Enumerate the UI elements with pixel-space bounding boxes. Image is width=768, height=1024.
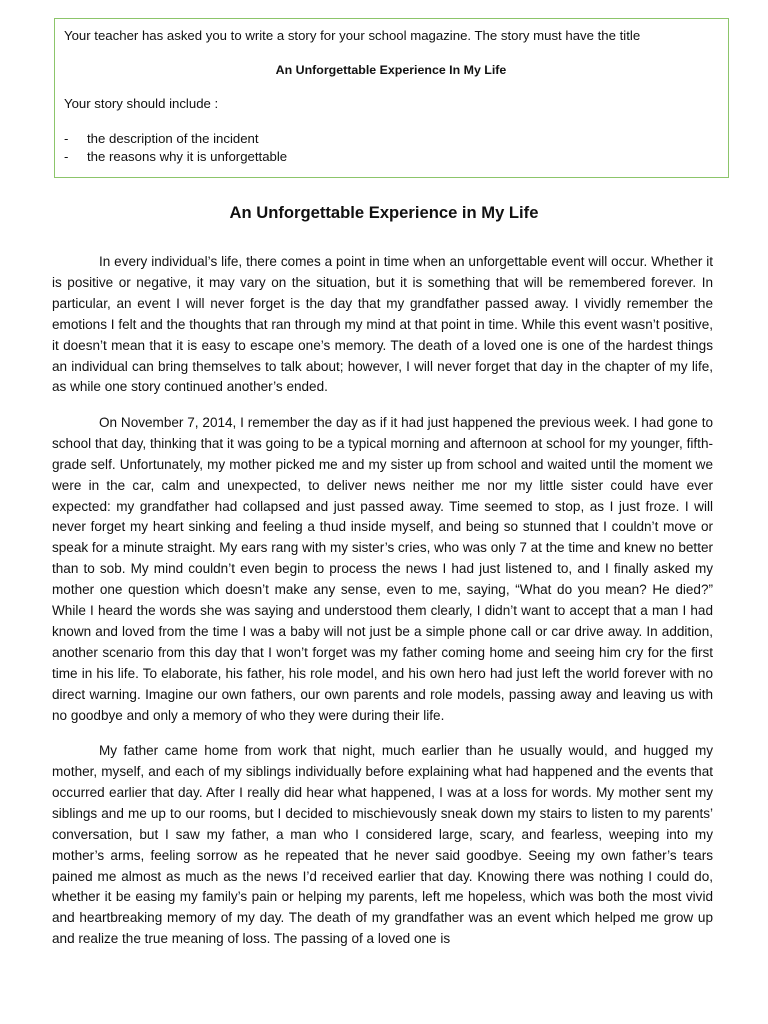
list-item bbox=[64, 130, 718, 148]
assignment-intro: Your teacher has asked you to write a story for your school magazine. The story must have the title bbox=[64, 28, 641, 43]
assignment-prompt-box bbox=[54, 18, 729, 178]
essay-paragraph: My father came home from work that night, much earlier than he usually would, and hugged my mother, myself, and each of my siblings individually before explaining what had happened and the events that occurred earlier that day. After I really did hear what happened, I was at a loss for words. My mother sent my siblings and me up to our rooms, but I decided to mischievously sneak down my stairs to listen to my parents’ conversation, but I saw my father, a man who I considered large, scary, and fearless, weeping into my mother’s arms, feeling sorrow as he repeated that he never said goodbye. Seeing my own father’s tears pained me almost as much as the news I’d received earlier that day. Knowing there was nothing I could do, whether it be easing my family’s pain or helping my parents, left me hopeless, which was both the most vivid and heartbreaking memory of my day. The death of my grandfather was an event which helped me grow up and realize the true meaning of loss. The passing of a loved one is bbox=[52, 743, 713, 947]
list-bullet: - bbox=[64, 131, 69, 146]
list-bullet: - bbox=[64, 149, 69, 164]
assignment-include-heading: Your story should include : bbox=[64, 96, 219, 111]
list-item-text: the description of the incident bbox=[87, 131, 259, 146]
essay-body bbox=[52, 252, 713, 965]
essay-paragraph: On November 7, 2014, I remember the day as if it had just happened the previous week. I had gone to school that day, thinking that it was going to be a typical morning and afternoon at school for my younger, fifth-grade self. Unfortunately, my mother picked me and my sister up from school and waited until the moment we were in the car, calm and unexpected, to deliver news neither me nor my little sister could have ever expected: my grandfather had collapsed and just passed away. Time seemed to stop, as I just froze. I will never forget my heart sinking and feeling a thud inside myself, and being so stunned that I couldn’t move or speak for a minute straight. My ears rang with my sister’s cries, who was only 7 at the time and knew no better than to sob. My mind couldn’t even begin to process the news I had just listened to, and I finally asked my mother one question which doesn’t make any sense, even to me, saying, “What do you mean? He died?” While I heard the words she was saying and understood them clearly, I didn’t want to accept that a man I had known and loved from the time I was a baby will not just be a simple phone call or car drive away. In addition, another scenario from this day that I won’t forget was my father coming home and seeing him cry for the first time in his life. To elaborate, his father, his role model, and his own hero had just left the world forever with no direct warning. Imagine our own fathers, our own parents and role models, passing away and leaving us with no goodbye and only a memory of who they were during their life. bbox=[52, 414, 713, 723]
assignment-required-title: An Unforgettable Experience In My Life bbox=[275, 63, 507, 77]
essay-title: An Unforgettable Experience in My Life bbox=[229, 203, 539, 222]
assignment-requirements-list bbox=[64, 130, 718, 166]
list-item bbox=[64, 148, 718, 166]
list-item-text: the reasons why it is unforgettable bbox=[87, 149, 288, 164]
essay-paragraph: In every individual’s life, there comes a point in time when an unforgettable event will occur. Whether it is positive or negative, it may vary on the situation, but it is something that will be remembered forever. In particular, an event I will never forget is the day that my grandfather passed away. I vividly remember the emotions I felt and the thoughts that ran through my mind at that point in time. While this event wasn’t positive, it doesn’t mean that it is easy to escape one’s memory. The death of a loved one is one of the hardest things an individual can bring themselves to talk about; however, I will never forget that day in the chapter of my life, as while one story continued another’s ended. bbox=[52, 254, 713, 395]
